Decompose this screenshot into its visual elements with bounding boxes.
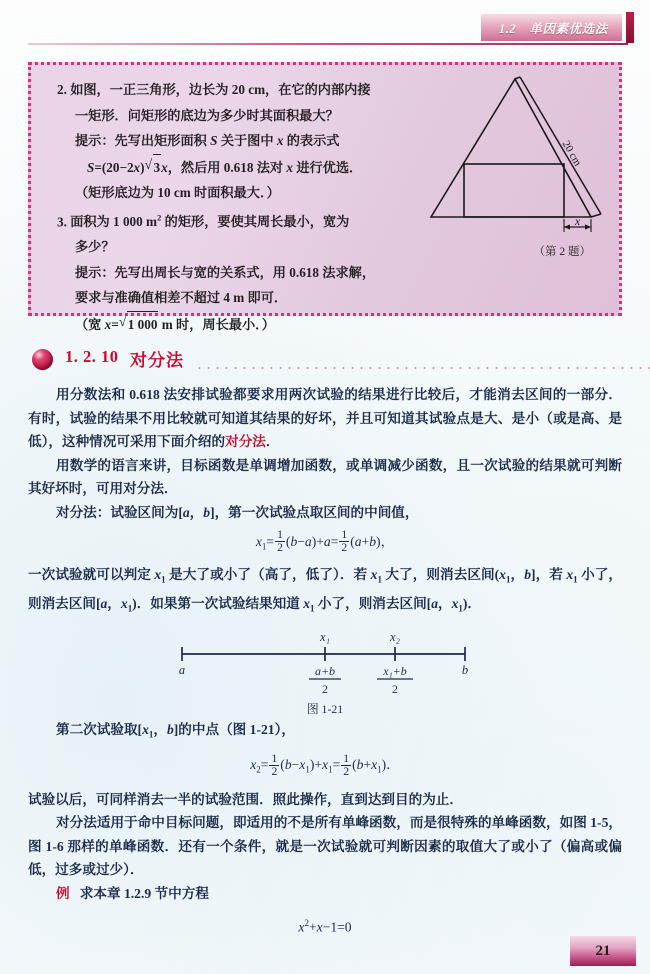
header-section-tab [481,14,622,41]
example-label: 例 [56,886,70,901]
section-dot-leader [195,367,650,369]
paragraph-1-text-b: ． [265,434,280,450]
figure-1-21 [28,628,622,720]
equation-x2: $x_2=$ $\frac{1}{2}$ $(b-x_1)+x_1=$ $\frac{1}{2}$ $(b+x_1)$． [250,751,400,779]
section-title: 对分法 [130,351,184,370]
value-x2-numerator: x₁+b [383,664,407,678]
exercise-text-column [57,77,427,337]
problem-2-line-1: 2. 如图，一正三角形，边长为 20 cm，在它的内部内接 [57,82,371,97]
equation-x1: $x_1=$ $\frac{1}{2}$ (b−a)+a= $\frac{1}{2}$ (a+b)， [255,528,395,555]
problem-2-line-2: 一矩形．问矩形的底边为多少时其面积最大？ [75,107,339,123]
problem-3-line-1: 3. 面积为 1 000 $m^2$ 的矩形，要使其周长最小，宽为 [57,212,350,229]
header-section-label: 1.2 单因素优选法 [498,21,608,36]
value-x2-denominator: 2 [392,682,398,696]
problem-3-line-5: （宽 x= √ 1 000 m 时，周长最小．） [57,311,427,338]
header-endcap [626,12,634,43]
problem-2-line-5: （矩形底边为 10 cm 时面积最大．） [75,185,280,200]
label-a: a [178,663,186,677]
inscribed-rectangle [464,164,564,217]
section-number: 1. 2. 10 [65,347,119,366]
triangle-figure-caption: （第 2 题） [533,246,591,258]
paragraph-6: 试验以后，可同样消去一半的试验范围．照此操作，直到达到目的为止． [28,791,463,807]
problem-2-number: 2. [57,82,67,97]
body-content [28,383,622,622]
problem-3-line-4: 要求与准确值相差不超过 4 m 即可． [75,290,288,306]
side-length-label: 20 cm [559,138,584,169]
paragraph-1-highlight: 对分法 [225,434,266,450]
paragraph-5: 第二次试验取[$x_1$，b]的中点（图 1-21）， [56,722,295,740]
label-x1: x₁ [320,630,330,644]
triangle-svg [419,69,609,244]
example-line [28,882,622,906]
problem-3-line-2: 多少？ [75,239,115,255]
x-dimension-label: x [574,214,581,228]
problem-2-line-3: 提示：先写出矩形面积 S 关于图中 x 的表示式 [75,133,340,148]
number-line-svg [28,628,622,698]
dimension-band-cap-bottom [591,214,601,217]
problem-3-line-3: 提示：先写出周长与宽的关系式，用 0.618 法求解， [75,264,376,280]
paragraph-2: 用数学的语言来讲，目标函数是单调增加函数，或单调减少函数，且一次试验的结果就可判断其好坏时，可用对分法． [28,457,622,497]
example-text: 求本章 1.2.9 节中方程 [79,886,209,901]
x-arrow-right [585,224,591,229]
sphere-bullet-icon [32,349,53,370]
page-header [0,0,650,46]
page-number-badge [570,936,636,966]
exercise-box [28,62,622,332]
value-x1-numerator: a+b [314,664,336,678]
triangle-figure [419,69,609,244]
header-rule [28,43,628,45]
page-number: 21 [595,942,611,959]
label-b: b [461,663,469,677]
figure-1-21-caption: 图 1-21 [306,702,344,716]
dimension-band-cap-top [515,77,520,79]
body-content-continued [28,718,622,944]
label-x2: x₂ [390,630,400,644]
paragraph-7: 对分法适用于命中目标问题，即适用的不是所有单峰函数，而是很特殊的单峰函数，如图 1-5，图 1-6 那样的单峰函数．还有一个条件，就是一次试验就可判断因素的取值大了或小了（偏高或偏低，过多或过少）． [28,815,622,878]
equation-example: $x^2+x-1=0$ [298,917,352,935]
x-arrow-left [564,224,570,229]
paragraph-1 [28,383,622,454]
problem-3-number: 3. [57,213,67,229]
paragraph-3: 对分法：试验区间为[a，b]，第一次试验点取区间的中间值， [56,504,419,520]
problem-2-line-4: S=(20−2x) √ 3x，然后用 0.618 法对 x 进行优选． [57,154,427,181]
section-heading [32,345,622,375]
value-x1-denominator: 2 [322,682,328,696]
paragraph-1-text-a: 用分数法和 0.618 法安排试验都要求用两次试验的结果进行比较后，才能消去区间的一部分．有时，试验的结果不用比较就可知道其结果的好坏，并且可知道其试验点是大、是小（或是高、是低），这种情况可采用下面介绍的 [28,387,622,450]
paragraph-4: 一次试验就可以判定 $x_1$ 是大了或小了（高了，低了）．若 $x_1$ 大了，则消去区间($x_1$，b]，若 $x_1$ 小了，则消去区间[a，$x_1$)．如果第一次试验结果知道 $x_1$ 小了，则消去区间[a，$x_1$)． [28,566,623,614]
